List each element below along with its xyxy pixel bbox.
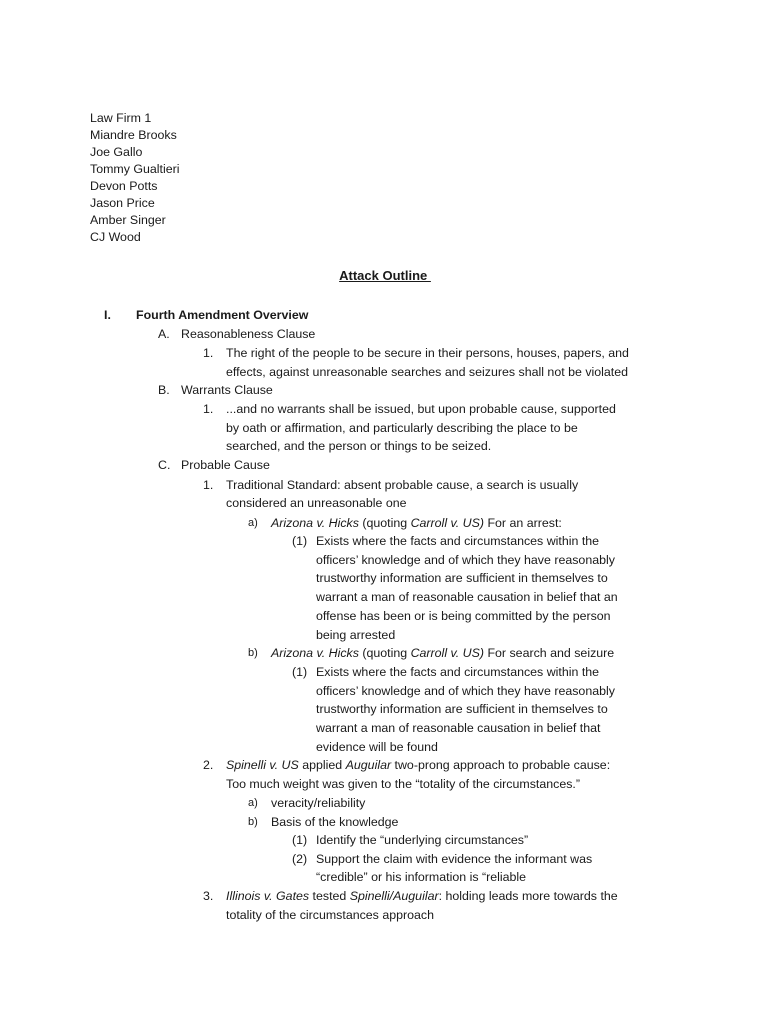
citation-text: tested — [309, 889, 350, 903]
author-name: Joe Gallo — [90, 145, 143, 159]
citation-text: : holding leads more towards the — [438, 889, 618, 903]
outline-text: officers’ knowledge and of which they have reasonably — [316, 553, 615, 567]
outline-text: Basis of the knowledge — [271, 815, 399, 829]
outline-marker: 1. — [203, 478, 214, 492]
outline-text: Traditional Standard: absent probable cause, a search is usually — [226, 478, 579, 492]
outline-text: offense has been or is being committed by the person — [316, 609, 611, 623]
outline-text: ...and no warrants shall be issued, but upon probable cause, supported — [226, 402, 616, 416]
outline-marker: b) — [248, 816, 258, 828]
outline-text: Support the claim with evidence the informant was — [316, 852, 593, 866]
section-heading: Fourth Amendment Overview — [136, 308, 309, 322]
case-citation-line — [226, 756, 610, 775]
outline-text: warrant a man of reasonable causation in belief that an — [316, 590, 618, 604]
outline-marker: a) — [248, 797, 258, 809]
outline-text: Exists where the facts and circumstances within the — [316, 534, 600, 548]
case-name: Spinelli v. US — [226, 758, 299, 772]
author-name: CJ Wood — [90, 230, 141, 244]
outline-text: warrant a man of reasonable causation in belief that — [316, 721, 601, 735]
author-name: Jason Price — [90, 196, 155, 210]
outline-text: “credible” or his information is “reliable — [316, 870, 527, 884]
outline-text: considered an unreasonable one — [226, 496, 407, 510]
outline-text: totality of the circumstances approach — [226, 908, 434, 922]
citation-text: applied — [298, 758, 346, 772]
case-citation-line — [271, 514, 562, 533]
outline-marker: I. — [104, 308, 111, 322]
outline-marker: b) — [248, 647, 258, 659]
outline-marker: C. — [158, 458, 171, 472]
subsection-label: Probable Cause — [181, 458, 270, 472]
case-name: Arizona v. Hicks — [271, 646, 359, 660]
outline-text: evidence will be found — [316, 740, 438, 754]
outline-text: effects, against unreasonable searches and seizures shall not be violated — [226, 365, 629, 379]
outline-text: trustworthy information are sufficient in themselves to — [316, 571, 608, 585]
outline-text: searched, and the person or things to be seized. — [226, 439, 492, 453]
outline-marker: (1) — [292, 665, 308, 679]
outline-text: Too much weight was given to the “totality of the circumstances.” — [226, 777, 580, 791]
outline-text: being arrested — [316, 628, 396, 642]
citation-text: (quoting — [358, 646, 411, 660]
author-list — [90, 110, 180, 246]
outline-text: trustworthy information are sufficient in themselves to — [316, 702, 608, 716]
case-name: Auguilar — [345, 758, 392, 772]
outline-text: The right of the people to be secure in their persons, houses, papers, and — [226, 346, 629, 360]
citation-text: For an arrest: — [484, 516, 562, 530]
quoted-case: Carroll v. US) — [410, 646, 485, 660]
outline-text: Identify the “underlying circumstances” — [316, 833, 529, 847]
case-citation-line — [271, 644, 614, 663]
outline-marker: a) — [248, 517, 258, 529]
outline-marker: (2) — [292, 852, 308, 866]
firm-name: Law Firm 1 — [90, 111, 152, 125]
outline-marker: (1) — [292, 534, 308, 548]
citation-text: two-prong approach to probable cause: — [391, 758, 611, 772]
document-title: Attack Outline — [339, 268, 431, 283]
outline-marker: B. — [158, 383, 170, 397]
outline-text: by oath or affirmation, and particularly describing the place to be — [226, 421, 578, 435]
outline-marker: 2. — [203, 758, 214, 772]
case-name: Illinois v. Gates — [226, 889, 310, 903]
outline-text: officers’ knowledge and of which they have reasonably — [316, 684, 615, 698]
outline-text: veracity/reliability — [271, 796, 366, 810]
citation-text: (quoting — [358, 516, 411, 530]
case-citation-line — [226, 887, 618, 906]
outline-text: Exists where the facts and circumstances within the — [316, 665, 600, 679]
outline-marker: (1) — [292, 833, 308, 847]
citation-text: For search and seizure — [484, 646, 615, 660]
quoted-case: Carroll v. US) — [410, 516, 485, 530]
case-name: Arizona v. Hicks — [271, 516, 359, 530]
outline-marker: 1. — [203, 402, 214, 416]
author-name: Tommy Gualtieri — [90, 162, 180, 176]
author-name: Amber Singer — [90, 213, 166, 227]
outline-marker: 3. — [203, 889, 214, 903]
outline-marker: 1. — [203, 346, 214, 360]
subsection-label: Reasonableness Clause — [181, 327, 316, 341]
author-name: Miandre Brooks — [90, 128, 177, 142]
outline-marker: A. — [158, 327, 170, 341]
case-name: Spinelli/Auguilar — [349, 889, 439, 903]
subsection-label: Warrants Clause — [181, 383, 273, 397]
author-name: Devon Potts — [90, 179, 158, 193]
